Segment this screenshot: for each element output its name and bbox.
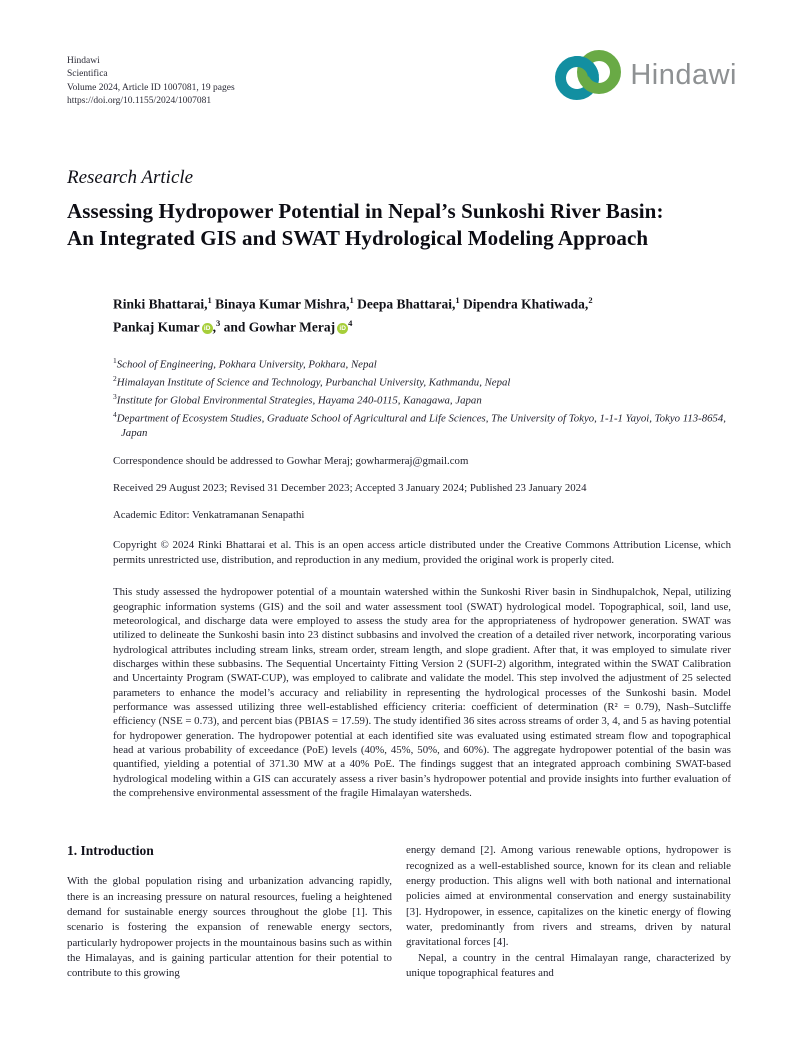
intro-paragraph: energy demand [2]. Among various renewable options, hydropower is recognized as a well-established source, known for its clean and reliable energy production. This aligns well with both national and international policies aimed at environmental conservation and energy sustainability [3]. Hydropower, in essence, capitalizes on the kinetic energy of flowing water, predominantly from rivers and streams, driven by natural gravitational forces [4].: [406, 844, 731, 949]
affiliation-2: $^2$Himalayan Institute of Science and Technology, Purbanchal University, Kathmandu, Nepal: [113, 373, 511, 389]
publisher-name: Hindawi: [67, 56, 100, 66]
affiliation-list: [113, 354, 731, 441]
author: Rinki Bhattarai,: [113, 296, 208, 312]
intro-paragraph: With the global population rising and urbanization advancing rapidly, there is an increasing pressure on natural resources, fueling a heightened demand for sustainable energy sources throughout the globe [1]. This scenario is fostering the expansion of renewable energy sectors, particularly hydropower projects in the mountainous basins such as within the Himalayas, and is gaining particular attention for their potential to contribute to this growing: [67, 875, 392, 980]
academic-editor-line: Academic Editor: Venkatramanan Senapathi: [113, 508, 305, 521]
affiliation-3: $^3$Institute for Global Environmental Strategies, Hayama 240-0115, Kanagawa, Japan: [113, 391, 482, 407]
author-line-1: Rinki Bhattarai,$^1$ Binaya Kumar Mishra,$^1$ Deepa Bhattarai,$^1$ Dipendra Khatiwada,$^2$: [113, 294, 593, 312]
article-title: [67, 198, 731, 253]
article-type-label: Research Article: [67, 166, 194, 188]
author: and Gowhar Meraj: [223, 319, 336, 335]
hindawi-wordmark: Hindawi: [630, 58, 737, 91]
orcid-icon[interactable]: iD: [202, 323, 213, 334]
dates-line: Received 29 August 2023; Revised 31 December 2023; Accepted 3 January 2024; Published 23 January 2024: [113, 481, 587, 494]
title-line-1: Assessing Hydropower Potential in Nepal’s Sunkoshi River Basin:: [67, 198, 664, 223]
author: Binaya Kumar Mishra,: [215, 296, 350, 312]
page-header: [67, 55, 737, 109]
journal-name: Scientifica: [67, 69, 108, 80]
introduction-heading: 1. Introduction: [67, 843, 154, 859]
doi-link[interactable]: https://doi.org/10.1155/2024/1007081: [67, 96, 212, 107]
abstract-text: This study assessed the hydropower potential of a mountain watershed within the Sunkoshi River basin in Sindhupalchok, Nepal, utilizing geographic information systems (GIS) and the soil and water assessment tool (SWAT) hydrological model. Topographical, soil, land use, meteorological, and discharge data were employed to assess the study area for the appropriateness of hydropower generation. SWAT was utilized to delineate the Sunkoshi basin into 23 distinct subbasins and involved the creation of a detailed river network, incorporating various hydrological attributes including stream links, stream order, stream length, and slope gradient. After that, it was employed to simulate river discharges within these subbasins. The Sequential Uncertainty Fitting Version 2 (SUFI-2) algorithm, integrated within the SWAT Calibration and Uncertainty Program (SWAT-CUP), was employed to calibrate and validate the model. This step involved the adjustment of 25 selected parameters to enhance the model’s accuracy and reliability in representing the hydrological processes of the Sunkoshi basin. Model performance was assessed utilizing three well-established efficiency criteria: coefficient of determination (R² = 0.79), Nash–Sutcliffe efficiency (NSE = 0.73), and percent bias (PBIAS = 17.59). The study identified 36 sites across streams of order 3, 4, and 5 as having potential for hydropower generation. The hydropower potential at each identified site was evaluated using estimated stream flow and topographical head at various probability of exceedance (PoE) levels (40%, 45%, 50%, and 60%). The aggregate hydropower potential of the basin was quantified, yielding a potential of 371.30 MW at a 40% PoE. The findings suggest that an integrated approach combining SWAT-based hydrological modeling within a GIS can accurately assess a river basin’s hydropower potential and provide insights into further evaluation of the comprehensive environmental assessment of the fragile Himalayan watersheds.: [113, 586, 731, 800]
right-column: [406, 843, 731, 981]
publication-info: [67, 55, 235, 109]
author-line-2: Pankaj Kumar iD ,$^3$ and Gowhar Meraj $iD^4$: [113, 317, 353, 335]
orcid-icon[interactable]: iD: [337, 323, 348, 334]
intro-paragraph: Nepal, a country in the central Himalayan range, characterized by unique topographical features and: [406, 951, 731, 979]
affiliation-4: $^4$Department of Ecosystem Studies, Graduate School of Agricultural and Life Sciences, The University of Tokyo, 1-1-1 Yayoi, Tokyo 113-8654, Japan: [113, 409, 727, 439]
volume-info: Volume 2024, Article ID 1007081, 19 pages: [67, 82, 235, 93]
left-column: [67, 843, 392, 981]
author-list: [113, 291, 731, 337]
copyright-notice: Copyright © 2024 Rinki Bhattarai et al. This is an open access article distributed under the Creative Commons Attribution License, which permits unrestricted use, distribution, and reproduction in any medium, provided the original work is properly cited.: [113, 539, 731, 566]
author: Dipendra Khatiwada,: [463, 296, 589, 312]
author: Deepa Bhattarai,: [357, 296, 456, 312]
hindawi-rings-icon: [555, 49, 621, 101]
author: Pankaj Kumar: [113, 319, 200, 335]
hindawi-logo: [555, 49, 737, 101]
correspondence-line: Correspondence should be addressed to Gowhar Meraj; gowharmeraj@gmail.com: [113, 454, 469, 467]
affiliation-1: $^1$School of Engineering, Pokhara University, Pokhara, Nepal: [113, 355, 377, 371]
introduction-section: [67, 843, 731, 981]
title-line-2: An Integrated GIS and SWAT Hydrological Modeling Approach: [67, 226, 649, 251]
